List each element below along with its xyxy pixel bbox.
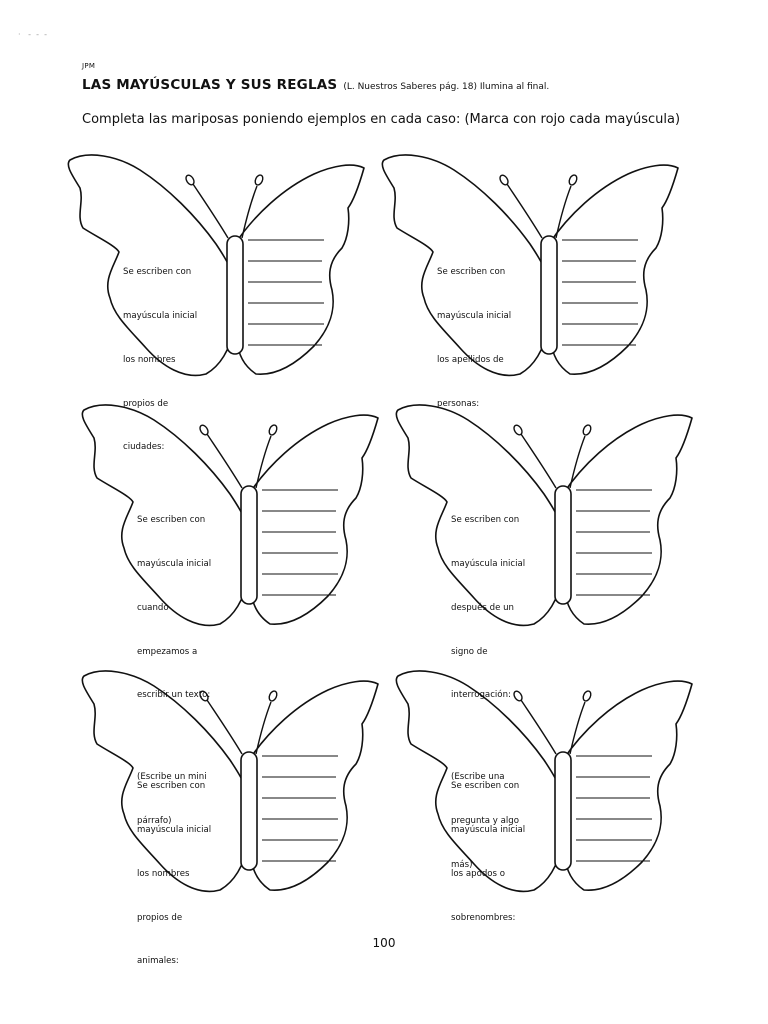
butterfly-4 xyxy=(396,405,692,625)
scan-speck: · - - - xyxy=(18,30,48,39)
rule-line: ciudades: xyxy=(123,442,165,453)
rule-line: animales: xyxy=(137,956,179,967)
butterfly-1-rule-text xyxy=(123,236,197,470)
rule-line: mayúscula inicial xyxy=(451,824,526,835)
rule-line: Se escriben con xyxy=(451,515,520,526)
title-note: (L. Nuestros Saberes pág. 18) Ilumina al final. xyxy=(343,82,550,92)
page-number: 100 xyxy=(372,936,396,950)
rule-line: propios de xyxy=(137,912,183,923)
rule-line: (Escribe una xyxy=(451,772,505,783)
butterfly-5 xyxy=(82,671,378,891)
rule-line: signo de xyxy=(451,646,488,657)
rule-line: los apodos o xyxy=(451,868,506,879)
rule-line: escribir un texto: xyxy=(137,690,211,701)
rule-line: Se escriben con xyxy=(137,515,206,526)
rule-line xyxy=(137,732,211,741)
rule-line: mayúscula inicial xyxy=(437,310,512,321)
rule-line: Se escriben con xyxy=(437,267,506,278)
rule-line: después de un xyxy=(451,602,514,613)
rule-line: empezamos a xyxy=(137,646,198,657)
rule-line: mayúscula inicial xyxy=(123,310,198,321)
rule-line: mayúscula inicial xyxy=(137,558,212,569)
rule-line: interrogación: xyxy=(451,690,511,701)
rule-line: cuando xyxy=(137,602,169,613)
rule-line: más) xyxy=(451,859,473,870)
rule-line: mayúscula inicial xyxy=(451,558,526,569)
rule-line: los apellidos de xyxy=(437,354,504,365)
rule-line: párrafo) xyxy=(137,816,172,827)
butterfly-6-rule-text xyxy=(451,750,525,940)
author-initials: JPM xyxy=(82,62,96,70)
butterfly-6 xyxy=(396,671,692,891)
instructions: Completa las mariposas poniendo ejemplos en cada caso: (Marca con rojo cada mayúscula) xyxy=(82,112,681,127)
rule-line: Se escriben con xyxy=(137,781,206,792)
rule-line: (Escribe un mini xyxy=(137,772,207,783)
rule-line: los nombres xyxy=(137,868,190,879)
rule-line: propios de xyxy=(123,398,169,409)
worksheet-title: LAS MAYÚSCULAS Y SUS REGLAS xyxy=(82,77,338,93)
rule-line: Se escriben con xyxy=(123,267,192,278)
butterfly-2-rule-text xyxy=(437,236,511,426)
rule-line: los nombres xyxy=(123,354,176,365)
butterfly-2 xyxy=(382,155,678,375)
butterfly-1 xyxy=(68,155,364,375)
rule-line: pregunta y algo xyxy=(451,816,519,827)
rule-line: mayúscula inicial xyxy=(137,824,212,835)
rule-line: sobrenombres: xyxy=(451,912,516,923)
rule-line xyxy=(451,732,525,741)
rule-line: Se escriben con xyxy=(451,781,520,792)
rule-line: personas: xyxy=(437,398,480,409)
